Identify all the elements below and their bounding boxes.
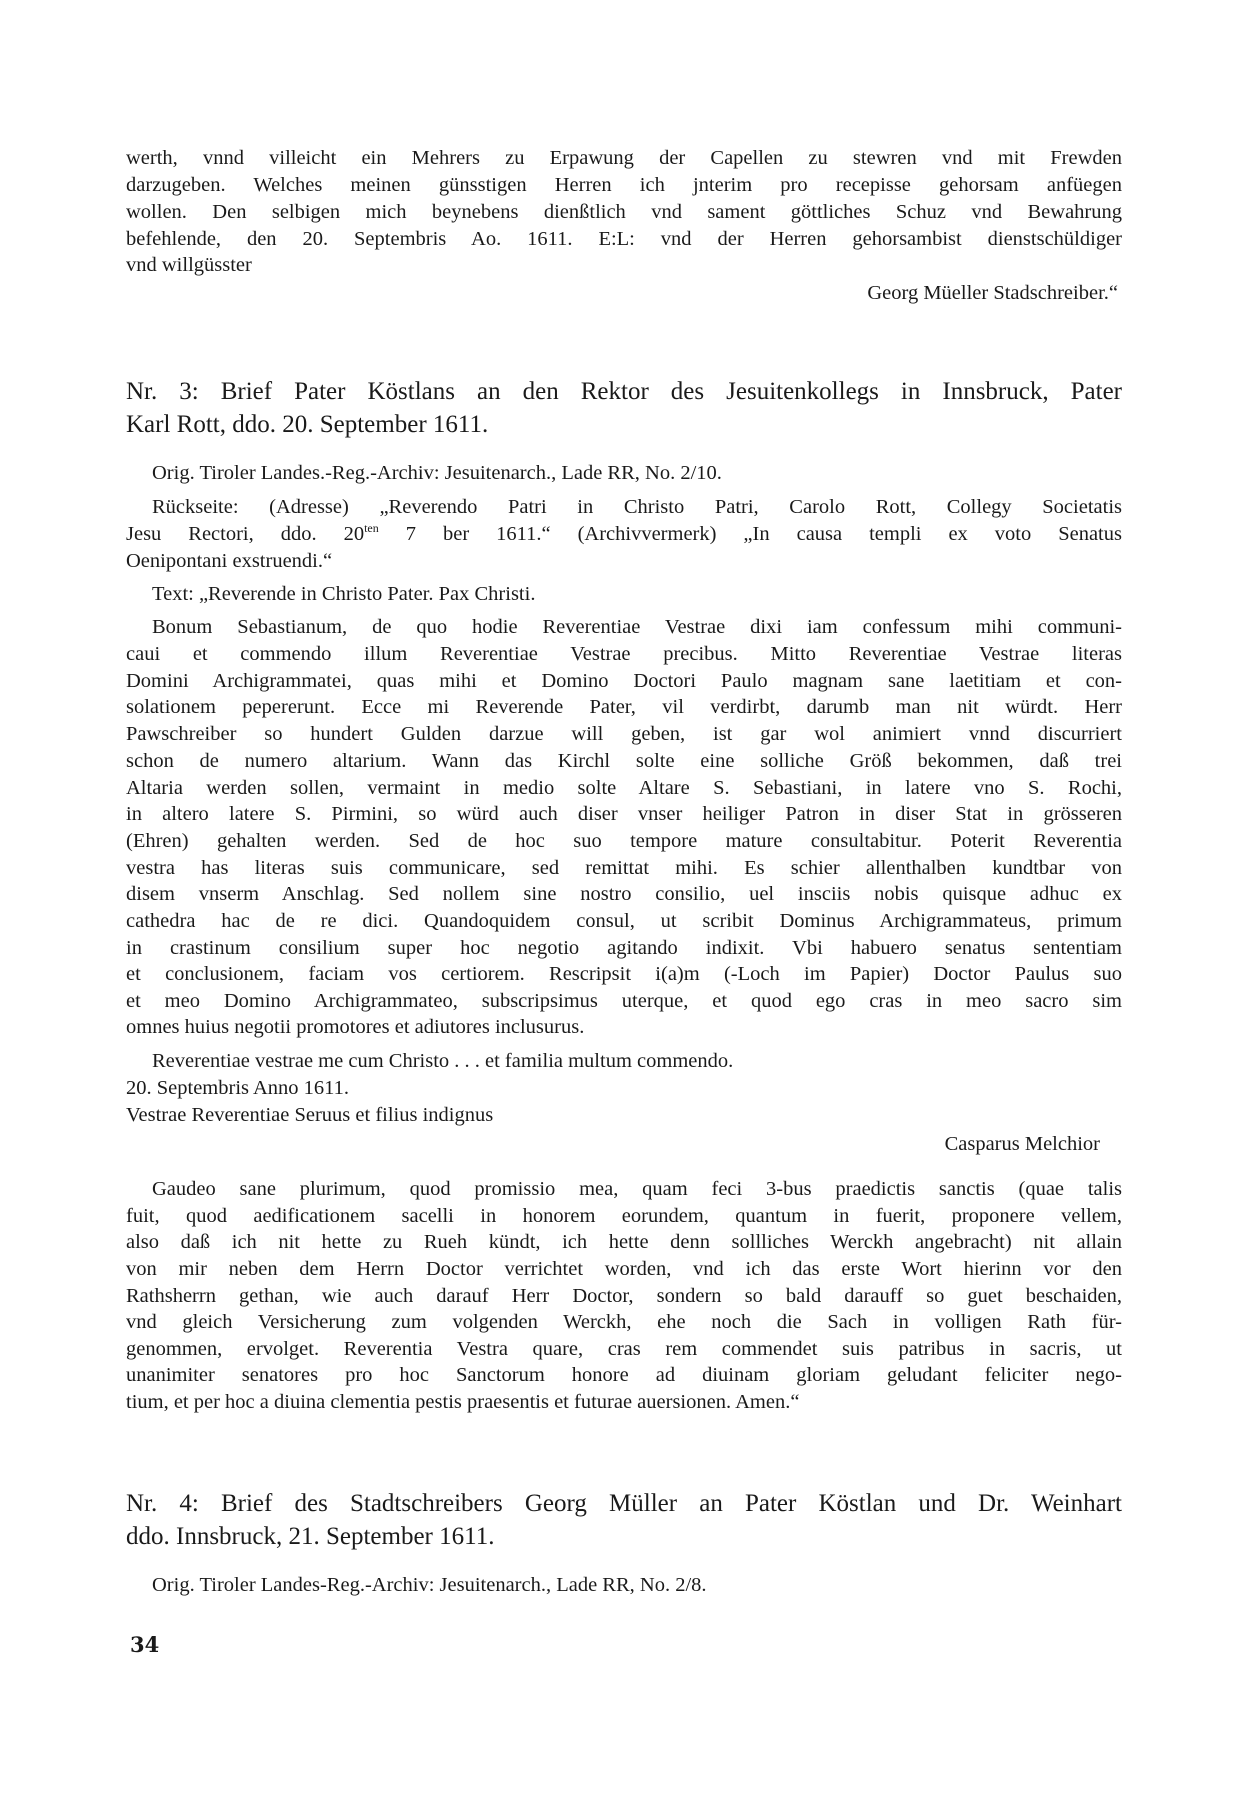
body-line: solationem pepererunt. Ecce mi Reverende Pater, vil verdirbt, darumb man nit würdt. Herr — [126, 696, 1122, 718]
text-intro: Text: „Reverende in Christo Pater. Pax Christi. — [152, 583, 536, 605]
text-line: werth, vnnd villeicht ein Mehrers zu Erpawung der Capellen zu stewren vnd mit Frewden — [126, 147, 1122, 169]
body-line: schon de numero altarium. Wann das Kirchl solte eine solliche Größ bekommen, daß trei — [126, 750, 1122, 772]
postscript-line: vnd gleich Versicherung zum volgenden Werckh, ehe noch die Sach in volligen Rath für- — [126, 1311, 1122, 1333]
postscript-line: von mir neben dem Herrn Doctor verrichtet worden, vnd ich das erste Wort hierinn vor den — [126, 1258, 1122, 1280]
body-line: Domini Archigrammatei, quas mihi et Domino Doctori Paulo magnam sane laetitiam et con- — [126, 670, 1122, 692]
closing-line: 20. Septembris Anno 1611. — [126, 1077, 350, 1099]
body-line: in crastinum consilium super hoc negotio agitando indixit. Vbi habuero senatus sententiam — [126, 937, 1122, 959]
postscript-line: Gaudeo sane plurimum, quod promissio mea, quam feci 3-bus praedictis sanctis (quae talis — [152, 1178, 1122, 1200]
section-heading-nr3: Nr. 3: Brief Pater Köstlans an den Rektor des Jesuitenkollegs in Innsbruck, Pater — [126, 378, 1122, 405]
body-line: vestra has literas suis communicare, sed remittat mihi. Es schier allenthalben kundtbar von — [126, 857, 1122, 879]
postscript-line: genommen, ervolget. Reverentia Vestra quare, cras rem commendet suis patribus in sacris, ut — [126, 1338, 1122, 1360]
closing-line: Reverentiae vestrae me cum Christo . . . et familia multum commendo. — [152, 1050, 734, 1072]
body-line: caui et commendo illum Reverentiae Vestrae precibus. Mitto Reverentiae Vestrae literas — [126, 643, 1122, 665]
body-line: (Ehren) gehalten werden. Sed de hoc suo tempore mature consultabitur. Poterit Reverentia — [126, 830, 1122, 852]
body-line: Bonum Sebastianum, de quo hodie Reverentiae Vestrae dixi iam confessum mihi communi- — [152, 616, 1122, 638]
signature-mueller: Georg Müeller Stadschreiber.“ — [867, 282, 1118, 304]
body-line: Altaria werden sollen, vermaint in medio solte Altare S. Sebastiani, in latere vno S. Rochi, — [126, 777, 1122, 799]
body-line: et conclusionem, faciam vos certiorem. Rescripsit i(a)m (-Loch im Papier) Doctor Paulus suo — [126, 963, 1122, 985]
body-line: et meo Domino Archigrammateo, subscripsimus uterque, et quod ego cras in meo sacro sim — [126, 990, 1122, 1012]
rueckseite-line: Oenipontani exstruendi.“ — [126, 550, 333, 572]
signature-melchior: Casparus Melchior — [944, 1133, 1100, 1155]
postscript-line: tium, et per hoc a diuina clementia pestis praesentis et futurae auersionen. Amen.“ — [126, 1391, 800, 1413]
section-heading-nr4: ddo. Innsbruck, 21. September 1611. — [126, 1523, 495, 1550]
postscript-line: unanimiter senatores pro hoc Sanctorum honore ad diuinam gloriam geludant feliciter nego- — [126, 1364, 1122, 1386]
source-note: Orig. Tiroler Landes.-Reg.-Archiv: Jesuitenarch., Lade RR, No. 2/10. — [152, 462, 722, 484]
section-heading-nr3: Karl Rott, ddo. 20. September 1611. — [126, 411, 489, 438]
postscript-line: fuit, quod aedificationem sacelli in honorem eorundem, quantum in fuerit, proponere vellem, — [126, 1205, 1122, 1227]
rueckseite-line: Jesu Rectori, ddo. $20^{ten}$ 7 ber 1611.“ (Archivvermerk) „In causa templi ex voto Senatus — [126, 521, 1122, 545]
page-number: 34 — [130, 1632, 160, 1657]
section-heading-nr4: Nr. 4: Brief des Stadtschreibers Georg Müller an Pater Köstlan und Dr. Weinhart — [126, 1490, 1122, 1517]
closing-line: Vestrae Reverentiae Seruus et filius indignus — [126, 1104, 494, 1126]
text-line: befehlende, den 20. Septembris Ao. 1611. E:L: vnd der Herren gehorsambist dienstschüldiger — [126, 228, 1122, 250]
body-line: Pawschreiber so hundert Gulden darzue will geben, ist gar wol animiert vnnd discurriert — [126, 723, 1122, 745]
text-line: vnd willgüsster — [126, 254, 252, 276]
body-line: disem vnserm Anschlag. Sed nollem sine nostro consilio, uel insciis nobis quisque adhuc ex — [126, 883, 1122, 905]
body-line: omnes huius negotii promotores et adiutores inclusurus. — [126, 1016, 585, 1038]
text-line: darzugeben. Welches meinen günsstigen Herren ich jnterim pro recepisse gehorsam anfüegen — [126, 174, 1122, 196]
text-line: wollen. Den selbigen mich beynebens dienßtlich vnd sament göttliches Schuz vnd Bewahrung — [126, 201, 1122, 223]
body-line: cathedra hac de re dici. Quandoquidem consul, ut scribit Dominus Archigrammateus, primum — [126, 910, 1122, 932]
rueckseite-line: Rückseite: (Adresse) „Reverendo Patri in Christo Patri, Carolo Rott, Collegy Societatis — [152, 496, 1122, 518]
postscript-line: Rathsherrn gethan, wie auch darauf Herr Doctor, sondern so bald darauff so guet beschaiden, — [126, 1285, 1122, 1307]
postscript-line: also daß ich nit hette zu Rueh kündt, ich hette denn sollliches Werckh angebracht) nit allain — [126, 1231, 1122, 1253]
source-note: Orig. Tiroler Landes-Reg.-Archiv: Jesuitenarch., Lade RR, No. 2/8. — [152, 1574, 707, 1596]
body-line: in altero latere S. Pirmini, so würd auch diser vnser heiliger Patron in diser Stat in grösseren — [126, 803, 1122, 825]
